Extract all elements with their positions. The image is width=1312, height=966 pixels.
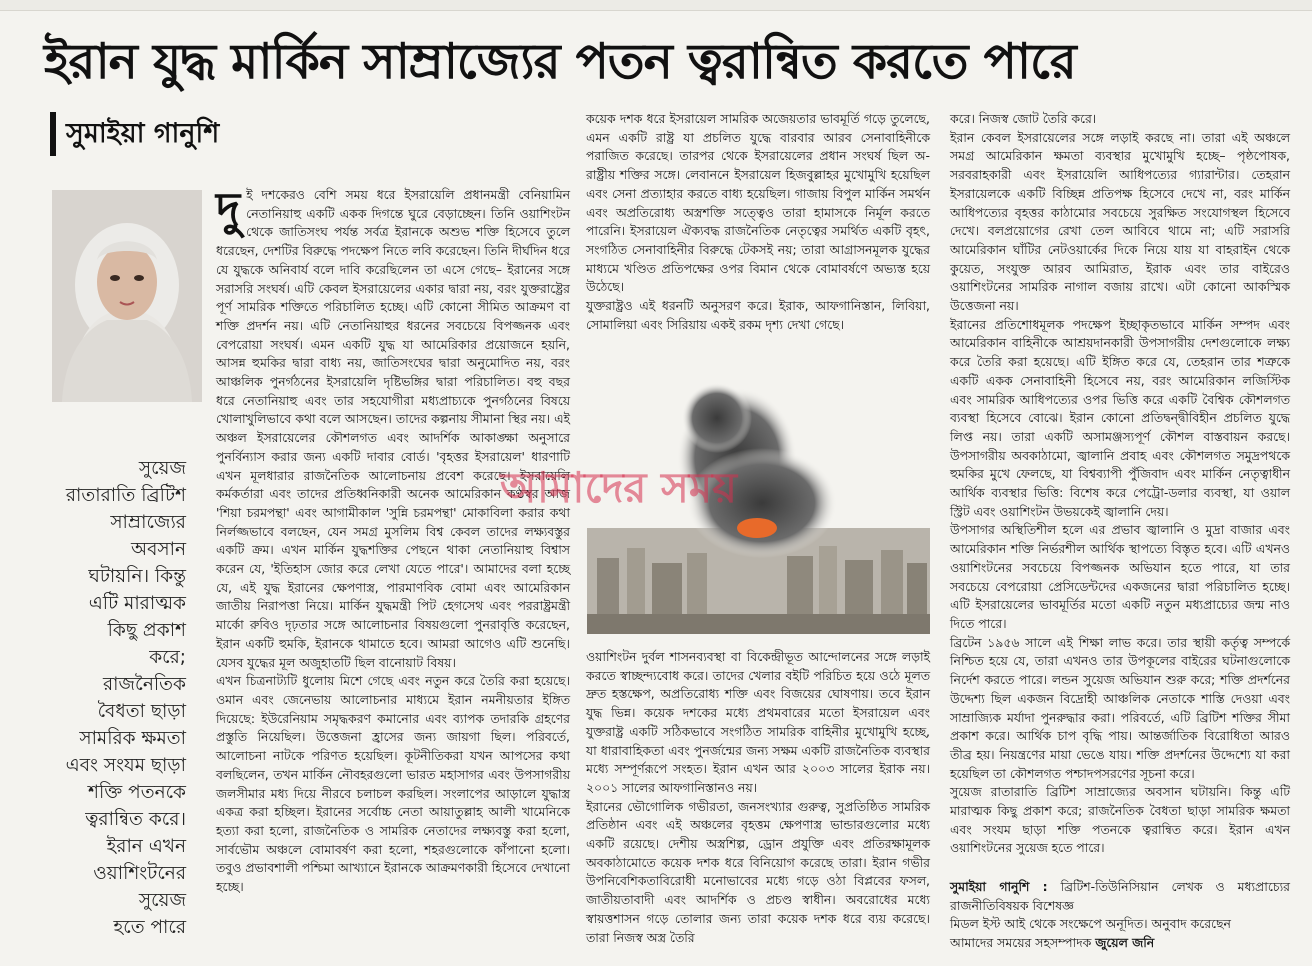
- pull-quote-line: অবসান: [131, 539, 186, 560]
- author-bio: [950, 878, 1290, 953]
- paragraph: ওয়াশিংটন দুর্বল শাসনব্যবস্থা বা বিকেন্দ্রীভূত আন্দোলনের সঙ্গে লড়াই করতে স্বাচ্ছন্দ্যবোধ করে। তাদের খেলার বইটি পরিচিত হয়ে ওঠে মূলত দ্রুত হস্তক্ষেপ, অপ্রতিরোধ্য শক্তি এবং বিজয়ের ঘোষণায়। তবে ইরান যুদ্ধ ভিন্ন। কয়েক দশকের মধ্যে প্রথমবারের মতো ইসরায়েল এবং যুক্তরাষ্ট্র একটি সঠিকভাবে সংগঠিত সামরিক বাহিনীর মুখোমুখি হচ্ছে, যা ধারাবাহিকতা এবং পুনর্জন্মের জন্য সক্ষম একটি রাজনৈতিক ব্যবস্থার মধ্যে সম্পূর্ণরূপে সংহত। ইরান এখন আর ২০০৩ সালের ইরাক নয়। ২০০১ সালের আফগানিস্তানও নয়।: [586, 649, 930, 795]
- translator-name: জুয়েল জনি: [1095, 935, 1155, 951]
- paragraph: ইরানের ভৌগোলিক গভীরতা, জনসংখ্যার গুরুত্ব, সুপ্রতিষ্ঠিত সামরিক প্রতিষ্ঠান এবং এই অঞ্চলের বৃহত্তম ক্ষেপণাস্ত্র ভান্ডারগুলোর মধ্যে একটি রয়েছে। দেশীয় অস্ত্রশিল্প, ড্রোন প্রযুক্তি এবং প্রতিরক্ষামূলক অবকাঠামোতে কয়েক দশক ধরে বিনিয়োগ করেছে তারা। ইরান গভীর উপনিবেশিকতাবিরোধী মনোভাবের মধ্যে গড়ে ওঠা বিপ্লবের ফসল, জাতীয়তাবাদী এবং আদর্শিক ও প্রচণ্ড স্বাধীন। অবরোধের মধ্যে স্বায়ত্তশাসন গড়ে তোলার জন্য তারা কয়েক দশক ধরে ব্যয় করেছে। তারা নিজস্ব অস্ত্র তৈরি: [586, 798, 930, 945]
- bio-description: ব্রিটিশ-তিউনিসিয়ান লেখক ও মধ্যপ্রাচ্যের রাজনীতিবিষয়ক বিশেষজ্ঞ: [950, 879, 1290, 913]
- credit-line: মিডল ইস্ট আই থেকে সংক্ষেপে অনূদিত। অনুবাদ করেছেন: [950, 916, 1231, 932]
- newspaper-watermark: আমাদের সময়: [500, 463, 737, 512]
- pull-quote-line: এটি মারাত্মক: [88, 593, 186, 614]
- pull-quote-line: বৈধতা ছাড়া: [97, 701, 186, 722]
- article-column-2-top: [586, 110, 930, 370]
- paragraph: ইরান কেবল ইসরায়েলের সঙ্গে লড়াই করছে না। তারা এই অঞ্চলে সমগ্র আমেরিকান ক্ষমতা ব্যবস্থার মুখোমুখি হচ্ছে– পৃষ্ঠপোষক, সরবরাহকারী এবং ইসরায়েলি আধিপত্যের গ্যারান্টার। তেহরান ইসরায়েলকে একটি বিচ্ছিন্ন প্রতিপক্ষ হিসেবে দেখে না, বরং মার্কিন আধিপত্যের বৃহত্তর কাঠামোর সবচেয়ে সুরক্ষিত সংযোগস্থল হিসেবে দেখে। বলপ্রয়োগের রেখা তেল আবিবে থামে না; এটি সরাসরি আমেরিকান ঘাঁটির নেটওয়ার্কের দিকে নিয়ে যায় যা বাহরাইন থেকে কুয়েত, সংযুক্ত আরব আমিরাত, ইরাক এবং তার বাইরেও ওয়াশিংটনের সামরিক নাগাল বজায় রাখে। এটা কোনো আকস্মিক উত্তেজনা নয়।: [950, 129, 1290, 314]
- pull-quote-line: হতে পারে: [113, 917, 186, 938]
- pull-quote-line: সাম্রাজ্যের: [110, 512, 186, 533]
- bio-name: সুমাইয়া গানুশি :: [950, 879, 1048, 894]
- pull-quote-line: শক্তি পতনকে: [88, 782, 186, 803]
- pull-quote-line: কিছু প্রকাশ: [107, 620, 186, 641]
- article-column-2-bottom: [586, 648, 930, 958]
- top-strip: [0, 0, 1312, 11]
- pull-quote-line: সামরিক ক্ষমতা: [79, 728, 186, 749]
- paragraph: উপসাগর অস্থিতিশীল হলে এর প্রভাব জ্বালানি ও মুদ্রা বাজার এবং আমেরিকান শক্তি নির্ভরশীল আর্থিক স্থাপত্যে বিস্তৃত হবে। এটি এখনও ওয়াশিংটনের সবচেয়ে বিপজ্জনক অভিযান হতে পারে, যা তার সবচেয়ে বেপরোয়া প্রেসিডেন্টদের একজনের দ্বারা পরিচালিত হচ্ছে। এটি ইসরায়েলের ভাবমূর্তির মতো একটি নতুন মধ্যপ্রাচ্যের জন্ম নাও দিতে পারে।: [950, 522, 1290, 631]
- drop-cap: দু: [216, 182, 241, 236]
- pull-quote-line: রাতারাতি ব্রিটিশ: [65, 485, 186, 506]
- pull-quote-line: ওয়াশিংটনের: [93, 863, 186, 884]
- translator-prefix: আমাদের সময়ের সহসম্পাদক: [950, 935, 1092, 951]
- pull-quote-line: ইরান এখন: [106, 836, 186, 857]
- paragraph: করে। নিজস্ব জোট তৈরি করে।: [950, 111, 1097, 126]
- translator-line: [950, 934, 1290, 953]
- pull-quote-line: এবং সংযম ছাড়া: [65, 755, 186, 776]
- author-byline: সুমাইয়া গানুশি: [50, 112, 219, 156]
- pull-quote-line: ঘটায়নি। কিন্তু: [88, 566, 186, 587]
- pull-quote-line: সুয়েজ: [138, 458, 186, 479]
- article-column-3: [950, 110, 1290, 856]
- paragraph: সুয়েজ রাতারাতি ব্রিটিশ সাম্রাজ্যের অবসান ঘটায়নি। কিন্তু এটি মারাত্মক কিছু প্রকাশ করে; রাজনৈতিক বৈধতা ছাড়া সামরিক ক্ষমতা এবং সংযম ছাড়া শক্তি পতনকে ত্বরান্বিত করে। ইরান এখন ওয়াশিংটনের সুয়েজ হতে পারে।: [950, 784, 1290, 856]
- pull-quote-line: ত্বরান্বিত করে।: [85, 809, 186, 830]
- paragraph: যুক্তরাষ্ট্রও এই ধরনটি অনুসরণ করে। ইরাক, আফগানিস্তান, লিবিয়া, সোমালিয়া এবং সিরিয়ায় একই রকম দৃশ্য দেখা গেছে।: [586, 298, 930, 332]
- paragraph: ব্রিটেন ১৯৫৬ সালে এই শিক্ষা লাভ করে। তার স্থায়ী কর্তৃত্ব সম্পর্কে নিশ্চিত হয়ে যে, তারা এখনও তার উপকূলের বাইরের ঘটনাগুলোকে নির্দেশ করতে পারে। লন্ডন সুয়েজ অভিযান শুরু করে; শক্তি প্রদর্শনের উদ্দেশ্য ছিল একজন বিদ্রোহী আঞ্চলিক নেতাকে শাস্তি দেওয়া এবং সাম্রাজ্যিক মর্যাদা পুনরুদ্ধার করা। পরিবর্তে, এটি ব্রিটিশ শক্তির সীমা প্রকাশ করে। আর্থিক চাপ বৃদ্ধি পায়। আন্তর্জাতিক বিরোধিতা আরও তীব্র হয়। নিয়ন্ত্রণের মায়া ভেঙে যায়। শক্তি প্রদর্শনের উদ্দেশ্যে যা করা হয়েছিল তা কৌশলগত পশ্চাদপসরণের সূচনা করে।: [950, 634, 1290, 781]
- pull-quote: [48, 455, 186, 941]
- pull-quote-line: সুয়েজ: [138, 890, 186, 911]
- paragraph: ই দশকেরও বেশি সময় ধরে ইসরায়েলি প্রধানমন্ত্রী বেনিয়ামিন নেতানিয়াহু একটি একক দিগন্তে ঘুরে বেড়াচ্ছেন। তিনি ওয়াশিংটন থেকে জাতিসংঘ পর্যন্ত সর্বত্র ইরানকে অশুভ শক্তি হিসেবে তুলে ধরেছেন, দেশটির বিরুদ্ধে পদক্ষেপ নিতে লবি করেছেন। তিনি দীর্ঘদিন ধরে যে যুদ্ধকে অনিবার্য বলে দাবি করেছিলেন তা এসে গেছে– ইরানের সঙ্গে সরাসরি সংঘর্ষ। এটি কেবল ইসরায়েলের একার দ্বারা নয়, বরং যুক্তরাষ্ট্রের পূর্ণ সামরিক শক্তিতে পরিচালিত হচ্ছে। এটি কোনো সীমিত আক্রমণ বা শক্তি প্রদর্শন নয়। এটি নেতানিয়াহুর ধরনের সবচেয়ে বিপজ্জনক এবং বেপরোয়া সংঘর্ষ। এমন একটি যুদ্ধ যা আমেরিকার প্রয়োজনে হয়নি, আসন্ন হুমকির দ্বারা বাধ্য নয়, জাতিসংঘের দ্বারা অনুমোদিত নয়, বরং আঞ্চলিক পুনর্গঠনের ইসরায়েলি দৃষ্টিভঙ্গির দ্বারা পরিচালিত। বহু বছর ধরে নেতানিয়াহু এবং তার সহযোগীরা মধ্যপ্রাচ্যকে পুনর্গঠনের বিষয়ে খোলাখুলিভাবে কথা বলে আসছেন। তাদের কল্পনায় সীমানা স্থির নয়। এই অঞ্চল ইসরায়েলের কৌশলগত এবং আদর্শিক আকাঙ্ক্ষা অনুসারে পুনর্বিন্যাস করার জন্য একটি দাবার বোর্ড। 'বৃহত্তর ইসরায়েল' ধারণাটি এখন মূলধারার রাজনৈতিক আলোচনায় প্রবেশ করেছে। ইসরায়েলি কর্মকর্তারা এবং তাদের প্রতিধ্বনিকারী অনেক আমেরিকান কণ্ঠস্বর আজ 'শিয়া চরমপন্থা' এবং আগামীকাল 'সুন্নি চরমপন্থা' মোকাবিলা করার কথা নির্লজ্জভাবে বলছেন, যেন সমগ্র মুসলিম বিশ্ব কেবল তাদের লক্ষ্যবস্তুর একটি ক্রম। এখন মার্কিন যুদ্ধশক্তির পেছনে থাকা নেতানিয়াহু বিশ্বাস করেন যে, 'ইতিহাস জোর করে লেখা যেতে পারে'। আমাদের বলা হচ্ছে যে, এই যুদ্ধ ইরানের ক্ষেপণাস্ত্র, পারমাণবিক বোমা এবং আমেরিকান জাতীয় নিরাপত্তা নিয়ে। মার্কিন যুদ্ধমন্ত্রী পিট হেগসেথ এবং পররাষ্ট্রমন্ত্রী মার্কো রুবিও দৃঢ়তার সঙ্গে আলোচনার বিষয়গুলো পুনরাবৃত্তি করেছেন, ইরান একটি হুমকি, ইরানকে থামাতে হবে। আমরা আগেও এটি শুনেছি। যেসব যুদ্ধের মূল অজুহাতটি ছিল বানোয়াট বিষয়।: [216, 187, 570, 670]
- author-photo: [52, 190, 202, 402]
- paragraph: এখন চিত্রনাট্যটি ধুলোয় মিশে গেছে এবং নতুন করে তৈরি করা হয়েছে। ওমান এবং জেনেভায় আলোচনার মাধ্যমে ইরান নমনীয়তার ইঙ্গিত দিয়েছে: ইউরেনিয়াম সমৃদ্ধকরণ কমানোর এবং ব্যাপক তদারকি গ্রহণের প্রস্তুতি নিয়েছিল। উত্তেজনা হ্রাসের জন্য জায়গা ছিল। পরিবর্তে, আলোচনা নাটকে পরিণত হয়েছিল। কূটনীতিকরা যখন আপসের কথা বলছিলেন, তখন মার্কিন নৌবহরগুলো ভারত মহাসাগর এবং উপসাগরীয় জলসীমার মধ্য দিয়ে নীরবে চলাচল করছিল। সংলাপের আড়ালে যুদ্ধাস্ত্র একত্র করা হচ্ছিল। ইরানের সর্বোচ্চ নেতা আয়াতুল্লাহ আলী খামেনিকে হত্যা করা হলো, রাজনৈতিক ও সামরিক নেতাদের লক্ষ্যবস্তু করা হলো, সার্বভৌম অঞ্চলে বোমাবর্ষণ করা হলো, শহরগুলোকে কাঁপানো হলো। তবুও প্রভাবশালী পশ্চিমা আখ্যানে ইরানকে আক্রমণকারী হিসেবে দেখানো হচ্ছে।: [216, 673, 570, 895]
- bio-line: [950, 878, 1290, 915]
- pull-quote-line: করে;: [149, 647, 186, 668]
- pull-quote-line: রাজনৈতিক: [102, 674, 186, 695]
- paragraph: কয়েক দশক ধরে ইসরায়েল সামরিক অজেয়তার ভাবমূর্তি গড়ে তুলেছে, এমন একটি রাষ্ট্র যা প্রচলিত যুদ্ধে বারবার আরব সেনাবাহিনীকে পরাজিত করেছে। তারপর থেকে ইসরায়েলের প্রধান সংঘর্ষ ছিল অ-রাষ্ট্রীয় শক্তির সঙ্গে। লেবাননে ইসরায়েল হিজবুল্লাহর মুখোমুখি হয়েছিল এবং সেনা প্রত্যাহার করতে বাধ্য হয়েছিল। গাজায় বিপুল মার্কিন সমর্থন এবং অপ্রতিরোধ্য অস্ত্রশক্তি সত্ত্বেও তারা হামাসকে নির্মূল করতে পারেনি। ইসরায়েল ঐক্যবদ্ধ রাজনৈতিক নেতৃত্বের সমর্থিত একটি বৃহৎ, সংগঠিত সেনাবাহিনীর বিরুদ্ধে টেকসই নয়; তারা আগ্রাসনমূলক যুদ্ধের মাধ্যমে খণ্ডিত প্রতিপক্ষের ওপর বিমান থেকে বোমাবর্ষণে অভ্যস্ত হয়ে উঠেছে।: [586, 111, 930, 295]
- paragraph: ইরানের প্রতিশোধমূলক পদক্ষেপ ইচ্ছাকৃতভাবে মার্কিন সম্পদ এবং আমেরিকান বাহিনীকে আশ্রয়দানকারী উপসাগরীয় দেশগুলোকে লক্ষ্য করে তৈরি করা হয়েছে। এটি ইঙ্গিত করে যে, তেহরান তার শত্রুকে একটি একক সেনাবাহিনী হিসেবে নয়, বরং আমেরিকান লজিস্টিক এবং সামরিক আধিপত্যের ওপর ভিত্তি করে একটি বৈশ্বিক কৌশলগত ব্যবস্থা হিসেবে বোঝে। ইরান কোনো প্রতিদ্বন্দ্বীবিহীন প্রচলিত যুদ্ধে লিপ্ত নয়। তারা একটি অসামঞ্জস্যপূর্ণ কৌশল বাস্তবায়ন করছে। উপসাগরীয় অবকাঠামো, জ্বালানি প্রবাহ এবং কৌশলগত সমুদ্রপথকে হুমকির মুখে ফেলছে, যা বিশ্বব্যাপী পুঁজিবাদ এবং মার্কিন নেতৃত্বাধীন আর্থিক ব্যবস্থার ভিত্তি: বিশেষ করে পেট্রো-ডলার ব্যবস্থা, যা ওয়াল স্ট্রিট এবং ওয়াশিংটন উভয়কেই জ্বালানি দেয়।: [950, 316, 1290, 519]
- article-column-1: [216, 182, 570, 956]
- article-headline: ইরান যুদ্ধ মার্কিন সাম্রাজ্যের পতন ত্বরান্বিত করতে পারে: [44, 33, 1076, 90]
